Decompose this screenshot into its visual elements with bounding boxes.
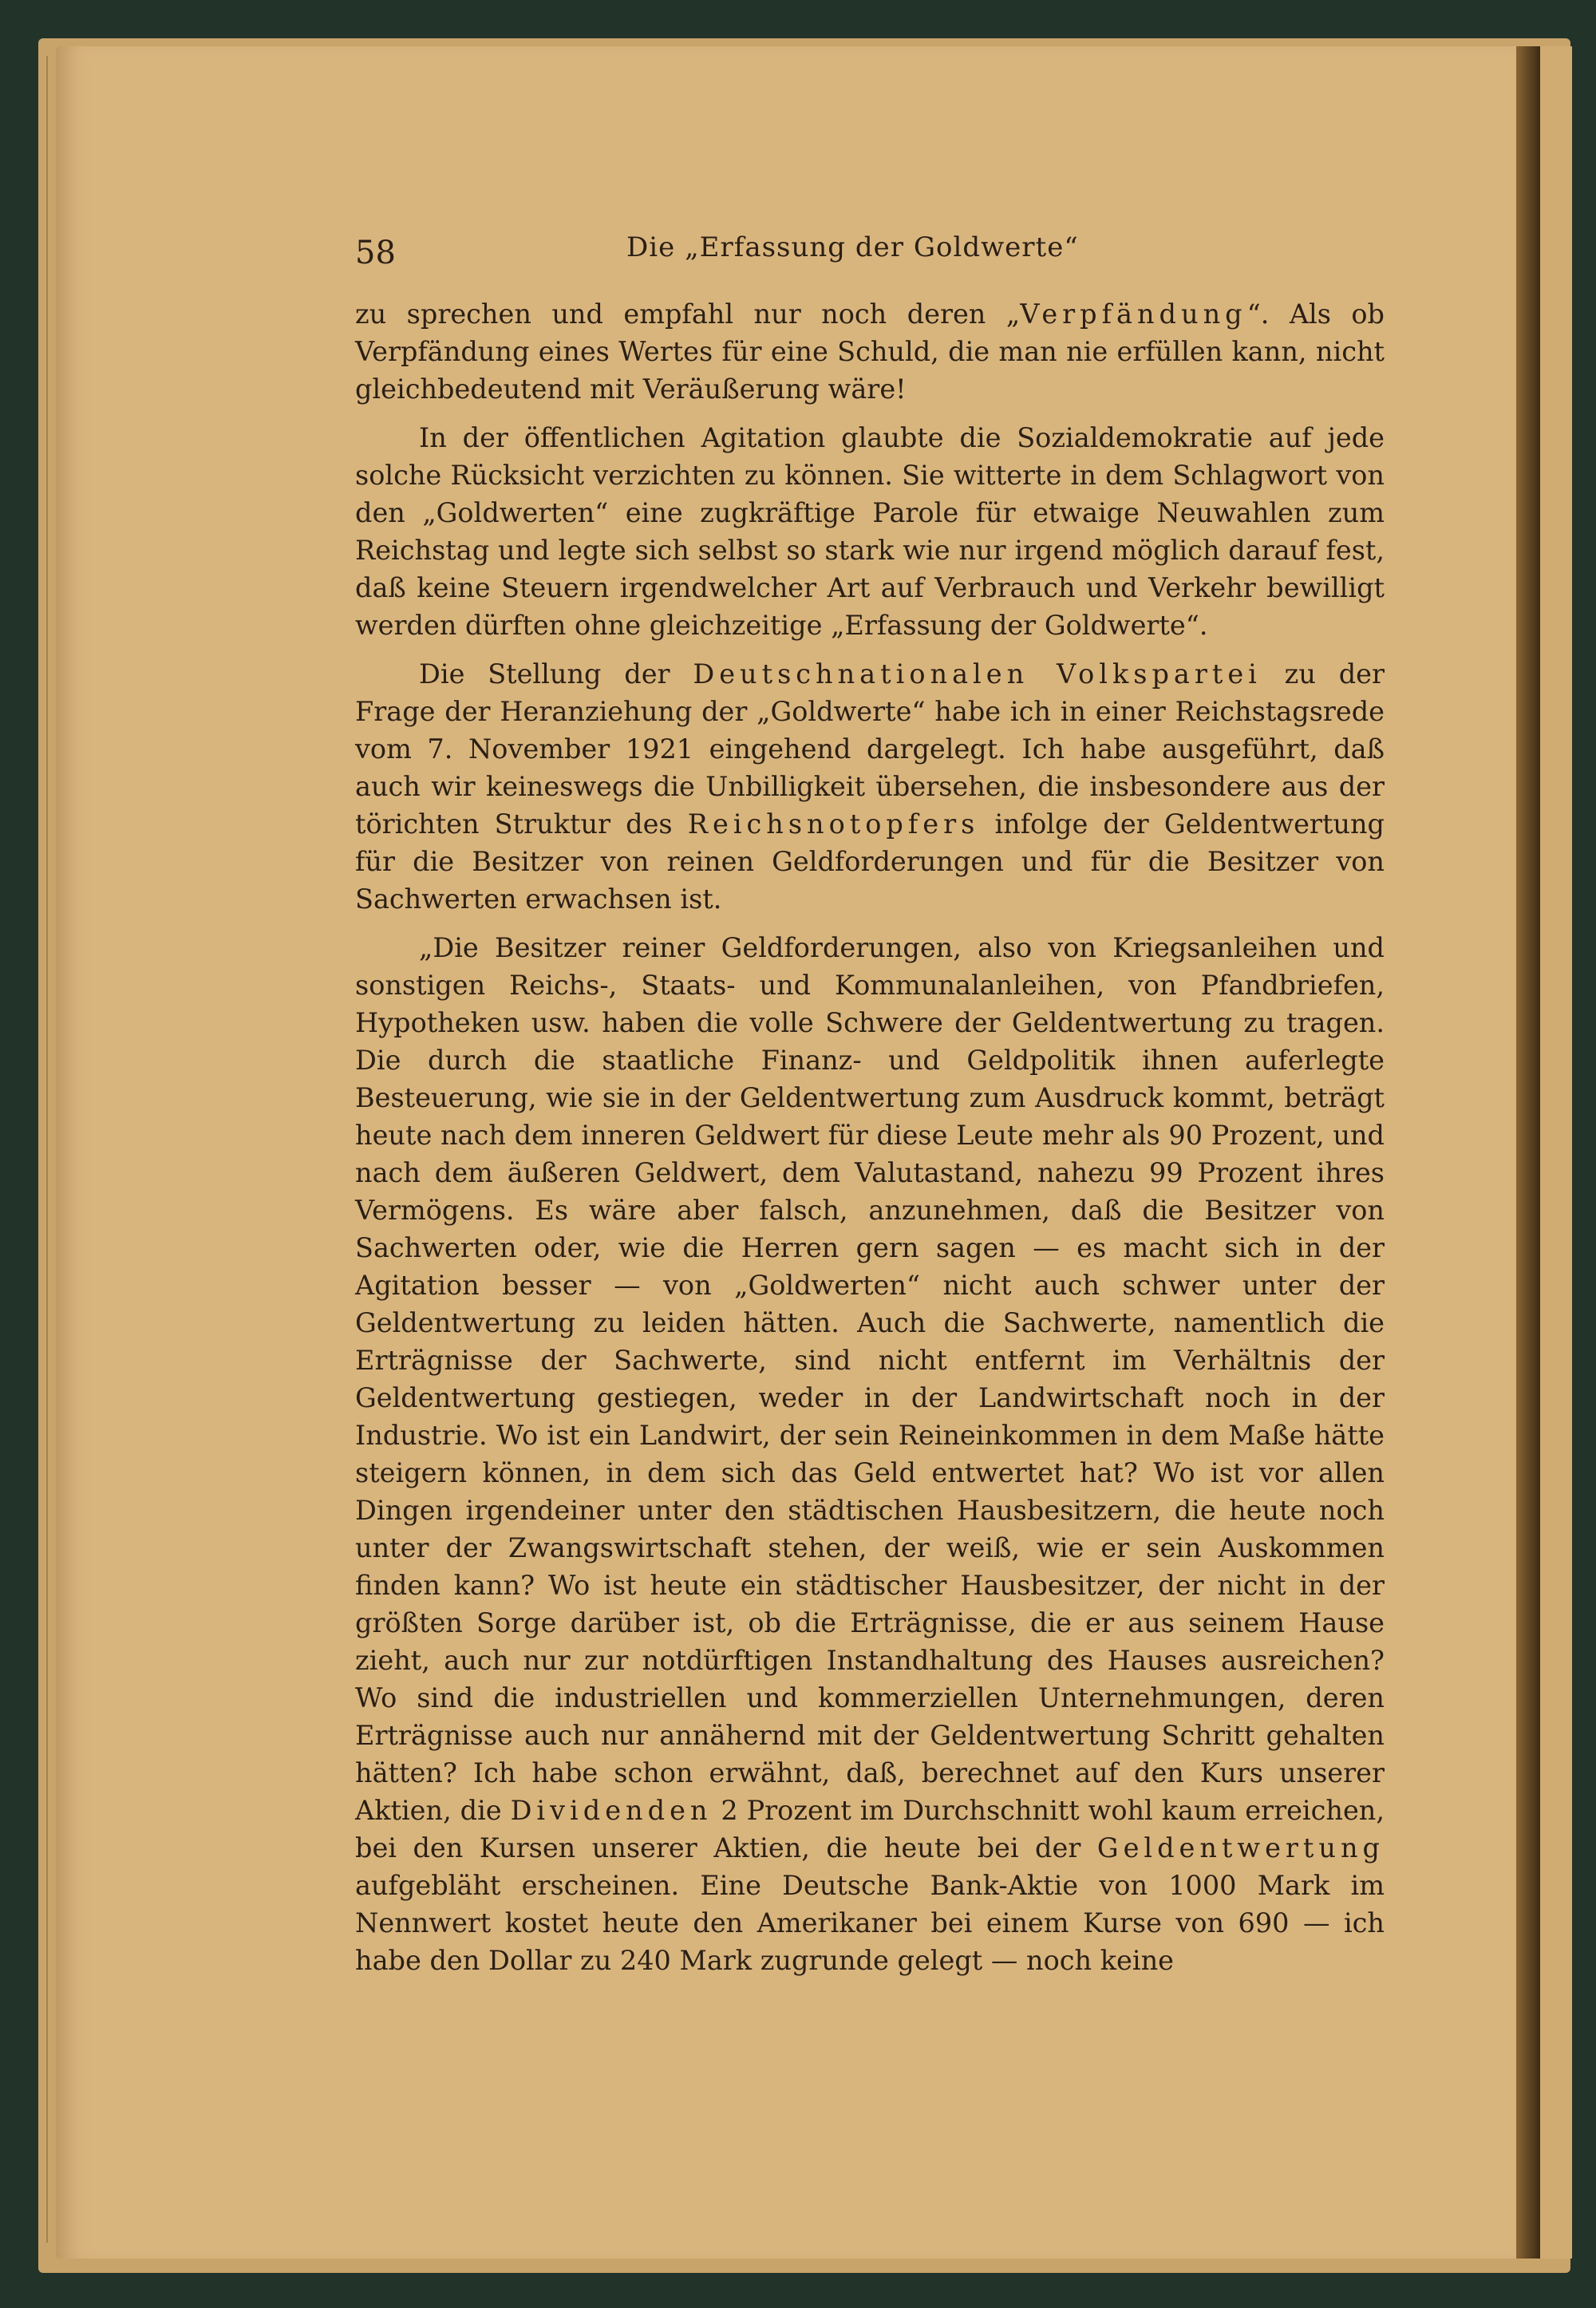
text-run: aufgebläht erscheinen. Eine Deutsche Bank-Aktie von 1000 Mark im Nennwert kostet heute den Amerikaner bei einem Kurse von 690 — ich habe den Dollar zu 240 Mark zugrunde gelegt — noch keine — [355, 1870, 1385, 1976]
emphasized-term: Deutschnationalen Volkspartei — [693, 658, 1262, 690]
facing-page-edge — [1540, 46, 1572, 2259]
paragraph — [355, 655, 1385, 918]
text-run: zu sprechen und empfahl nur noch deren „ — [355, 298, 1021, 330]
emphasized-term: Verpfändung — [1020, 298, 1247, 330]
emphasized-term: Dividenden — [510, 1795, 713, 1826]
body-text — [355, 295, 1385, 1990]
paragraph — [355, 295, 1385, 408]
paragraph: In der öffentlichen Agitation glaubte die Sozialdemokratie auf jede solche Rücksicht verzichten zu können. Sie witterte in dem Schlagwort von den „Goldwerten“ eine zugkräftige Parole für etwaige Neuwahlen zum Reichstag und legte sich selbst so stark wie nur irgend möglich darauf fest, daß keine Steuern irgendwelcher Art auf Verbrauch und Verkehr bewilligt werden dürften ohne gleichzeitige „Erfassung der Goldwerte“. — [355, 422, 1385, 641]
text-run: infolge der Geldentwertung für die Besitzer von reinen Geldforderungen und für die Besitzer von Sachwerten erwachsen ist. — [355, 808, 1385, 915]
text-run: Die Stellung der — [419, 658, 693, 690]
running-title: Die „Erfassung der Goldwerte“ — [626, 231, 1079, 263]
text-run: 2 Prozent im Durchschnitt wohl kaum erreichen, bei den Kursen unserer Aktien, die heute bei der — [355, 1795, 1385, 1863]
page-number: 58 — [355, 235, 396, 271]
emphasized-term: Reichsnotopfers — [687, 808, 980, 840]
text-run: “. Als ob Verpfändung eines Wertes für eine Schuld, die man nie erfüllen kann, nicht gleichbedeutend mit Veräußerung wäre! — [355, 298, 1385, 405]
text-run: „Die Besitzer reiner Geldforderungen, also von Kriegsanleihen und sonstigen Reichs-, Staats- und Kommunalanleihen, von Pfandbriefen, Hypotheken usw. haben die volle Schwere der Geldentwertung zu tragen. Die durch die staatliche Finanz- und Geldpolitik ihnen auferlegte Besteuerung, wie sie in der Geldentwertung zum Ausdruck kommt, beträgt heute nach dem inneren Geldwert für diese Leute mehr als 90 Prozent, und nach dem äußeren Geldwert, dem Valutastand, nahezu 99 Prozent ihres Vermögens. Es wäre aber falsch, anzunehmen, daß die Besitzer von Sachwerten oder, wie die Herren gern sagen — es macht sich in der Agitation besser — von „Goldwerten“ nicht auch schwer unter der Geldentwertung zu leiden hätten. Auch die Sachwerte, namentlich die Erträgnisse der Sachwerte, sind nicht entfernt im Verhältnis der Geldentwertung gestiegen, weder in der Landwirtschaft noch in der Industrie. Wo ist ein Landwirt, der sein Reineinkommen in dem Maße hätte steigern können, in dem sich das Geld entwertet hat? Wo ist vor allen Dingen irgendeiner unter den städtischen Hausbesitzern, die heute noch unter der Zwangswirtschaft stehen, der weiß, wie er sein Auskommen finden kann? Wo ist heute ein städtischer Hausbesitzer, der nicht in der größten Sorge darüber ist, ob die Erträgnisse, die er aus seinem Hause zieht, auch nur zur notdürftigen Instandhaltung des Hauses ausreichen? Wo sind die industriellen und kommerziellen Unternehmungen, deren Erträgnisse auch nur annähernd mit der Geldentwertung Schritt gehalten hätten? Ich habe schon erwähnt, daß, berechnet auf den Kurs unserer Aktien, die — [355, 932, 1385, 1826]
book-gutter — [1516, 46, 1540, 2259]
page-header — [355, 231, 1385, 279]
emphasized-term: Geldentwertung — [1096, 1832, 1385, 1863]
paragraph — [355, 929, 1385, 1979]
text-run: zu der Frage der Heranziehung der „Goldwerte“ habe ich in einer Reichstagsrede vom 7. November 1921 eingehend dargelegt. Ich habe ausgeführt, daß auch wir keineswegs die Unbilligkeit übersehen, die insbesondere aus der törichten Struktur des — [355, 658, 1385, 840]
page-edge-line — [46, 56, 48, 2243]
